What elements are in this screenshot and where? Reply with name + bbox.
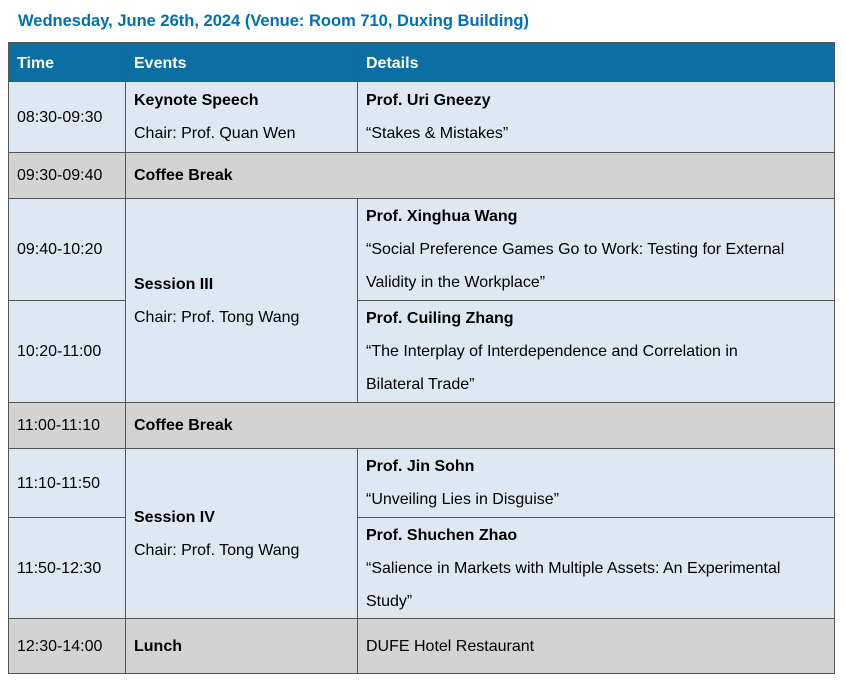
chair-text: Chair: Prof. Tong Wang (134, 541, 300, 559)
details-cell (358, 82, 835, 153)
session-talk-row (9, 449, 835, 518)
details-cell (358, 199, 835, 301)
talk-title-line: Bilateral Trade” (366, 376, 475, 393)
speaker-name: Prof. Uri Gneezy (366, 92, 491, 109)
coffee-break-row (9, 153, 835, 199)
talk-title-line: “Social Preference Games Go to Work: Testing for External (366, 241, 785, 258)
time-cell: 11:50-12:30 (9, 518, 126, 619)
details-cell (358, 518, 835, 619)
time-cell: 10:20-11:00 (9, 301, 126, 403)
time-cell: 11:10-11:50 (9, 449, 126, 518)
speaker-name: Prof. Xinghua Wang (366, 208, 518, 225)
talk-title-line: “Salience in Markets with Multiple Assets: An Experimental (366, 559, 781, 577)
session-cell (126, 199, 358, 403)
keynote-row (9, 82, 835, 153)
coffee-break-row (9, 403, 835, 449)
header-details: Details (358, 43, 835, 82)
time-cell: 11:00-11:10 (9, 403, 126, 449)
session-name: Session III (134, 275, 214, 293)
details-cell (358, 449, 835, 518)
time-cell: 12:30-14:00 (9, 619, 126, 674)
speaker-name: Prof. Shuchen Zhao (366, 526, 518, 544)
lunch-row (9, 619, 835, 674)
header-row (9, 43, 835, 82)
session-talk-row (9, 199, 835, 301)
break-label: Coffee Break (126, 153, 835, 199)
speaker-name: Prof. Cuiling Zhang (366, 310, 514, 327)
event-title: Keynote Speech (134, 92, 259, 109)
talk-title-line: Study” (366, 592, 413, 610)
talk-title-line: “The Interplay of Interdependence and Correlation in (366, 343, 738, 360)
lunch-label: Lunch (126, 619, 358, 674)
time-cell: 09:30-09:40 (9, 153, 126, 199)
talk-title-line: “Unveiling Lies in Disguise” (366, 491, 559, 508)
event-cell (126, 82, 358, 153)
schedule-table (8, 42, 835, 674)
talk-title-line: Validity in the Workplace” (366, 274, 546, 291)
header-time: Time (9, 43, 126, 82)
chair-text: Chair: Prof. Tong Wang (134, 308, 300, 326)
break-label: Coffee Break (126, 403, 835, 449)
header-events: Events (126, 43, 358, 82)
page-title: Wednesday, June 26th, 2024 (Venue: Room 710, Duxing Building) (18, 12, 530, 30)
session-name: Session IV (134, 508, 215, 526)
session-cell (126, 449, 358, 619)
time-cell: 09:40-10:20 (9, 199, 126, 301)
speaker-name: Prof. Jin Sohn (366, 458, 475, 475)
details-cell (358, 301, 835, 403)
chair-text: Chair: Prof. Quan Wen (134, 125, 296, 142)
talk-title: “Stakes & Mistakes” (366, 125, 509, 142)
lunch-location: DUFE Hotel Restaurant (358, 619, 835, 674)
time-cell: 08:30-09:30 (9, 82, 126, 153)
